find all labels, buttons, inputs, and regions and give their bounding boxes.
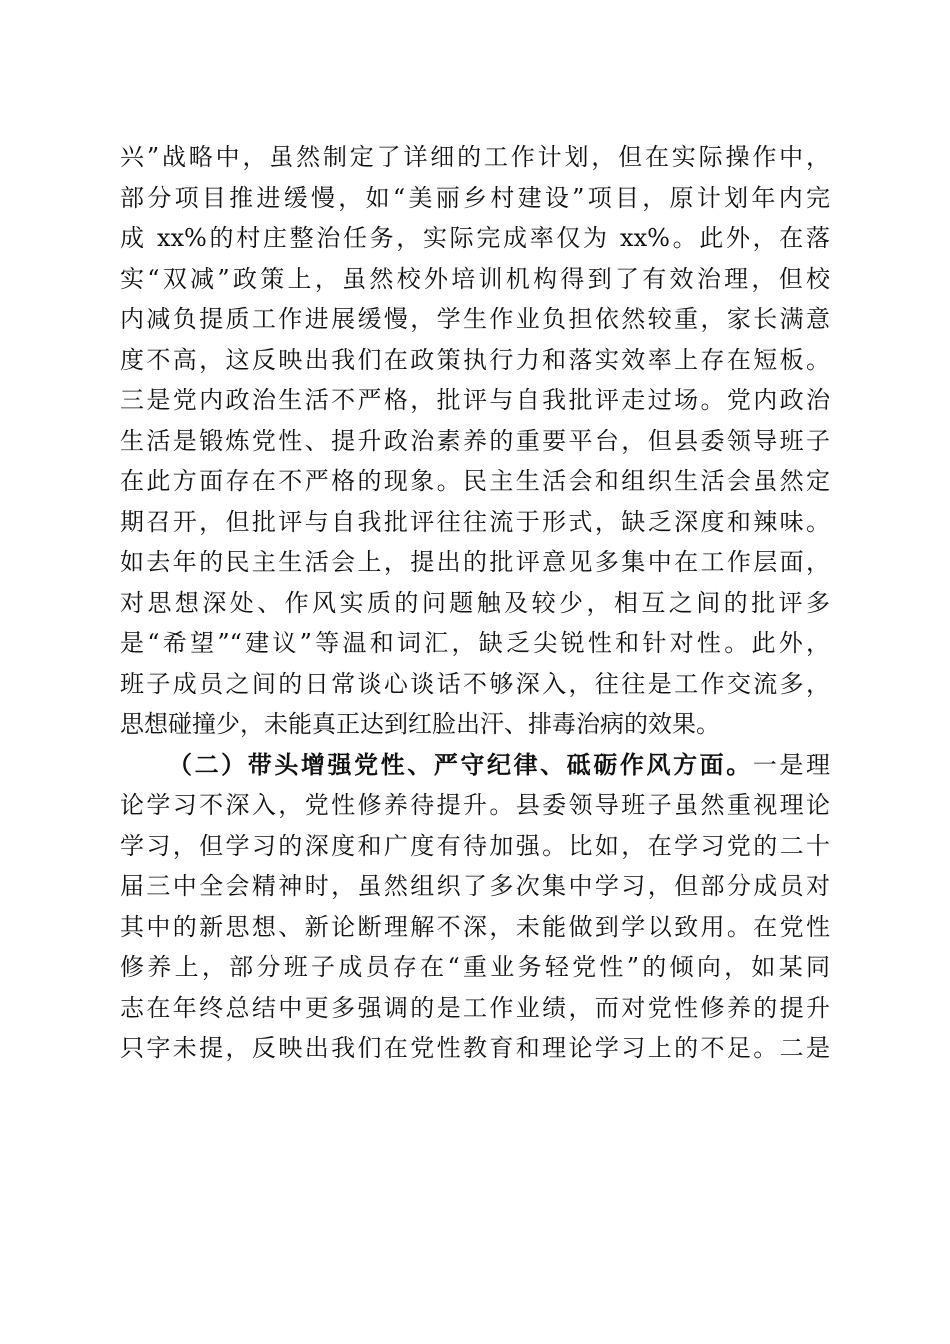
text-line: 是“希望”“建议”等温和词汇，缺乏尖锐性和针对性。此外， bbox=[120, 629, 830, 657]
text-line: 其中的新思想、新论断理解不深，未能做到学以致用。在党性 bbox=[120, 912, 830, 941]
body-text bbox=[120, 137, 830, 1069]
text-line: 届三中全会精神时，虽然组织了多次集中学习，但部分成员对 bbox=[120, 872, 830, 900]
section-heading-tail: 一是理 bbox=[752, 750, 831, 779]
text-line: 志在年终总结中更多强调的是工作业绩，而对党性修养的提升 bbox=[120, 993, 830, 1022]
text-line: 修养上，部分班子成员存在“重业务轻党性”的倾向，如某同 bbox=[120, 953, 830, 981]
text-line: 兴”战略中，虽然制定了详细的工作计划，但在实际操作中， bbox=[120, 143, 830, 171]
text-line: 论学习不深入，党性修养待提升。县委领导班子虽然重视理论 bbox=[120, 791, 830, 819]
text-line: 实“双减”政策上，虽然校外培训机构得到了有效治理，但校 bbox=[120, 264, 830, 293]
text-line: 学习，但学习的深度和广度有待加强。比如，在学习党的二十 bbox=[120, 831, 830, 860]
text-line: 班子成员之间的日常谈心谈话不够深入，往往是工作交流多， bbox=[120, 669, 830, 698]
text-line: 内减负提质工作进展缓慢，学生作业负担依然较重，家长满意 bbox=[120, 305, 830, 333]
text-line: 对思想深处、作风实质的问题触及较少，相互之间的批评多 bbox=[120, 588, 830, 617]
section-heading-line bbox=[120, 745, 830, 786]
text-line: 成 xx%的村庄整治任务，实际完成率仅为 xx%。此外，在落 bbox=[120, 224, 830, 252]
text-line: 思想碰撞少，未能真正达到红脸出汗、排毒治病的效果。 bbox=[120, 710, 720, 738]
text-line: 只字未提，反映出我们在党性教育和理论学习上的不足。二是 bbox=[120, 1034, 830, 1062]
text-line: 度不高，这反映出我们在政策执行力和落实效率上存在短板。 bbox=[120, 345, 830, 374]
text-line: 生活是锻炼党性、提升政治素养的重要平台，但县委领导班子 bbox=[120, 426, 830, 455]
text-line: 如去年的民主生活会上，提出的批评意见多集中在工作层面， bbox=[120, 548, 830, 576]
section-heading: （二）带头增强党性、严守纪律、砥砺作风方面。 bbox=[168, 749, 753, 779]
text-line: 在此方面存在不严格的现象。民主生活会和组织生活会虽然定 bbox=[120, 467, 830, 495]
text-line: 部分项目推进缓慢，如“美丽乡村建设”项目，原计划年内完 bbox=[120, 183, 830, 212]
text-line: 期召开，但批评与自我批评往往流于形式，缺乏深度和辣味。 bbox=[120, 507, 830, 536]
text-line: 三是党内政治生活不严格，批评与自我批评走过场。党内政治 bbox=[120, 386, 830, 414]
